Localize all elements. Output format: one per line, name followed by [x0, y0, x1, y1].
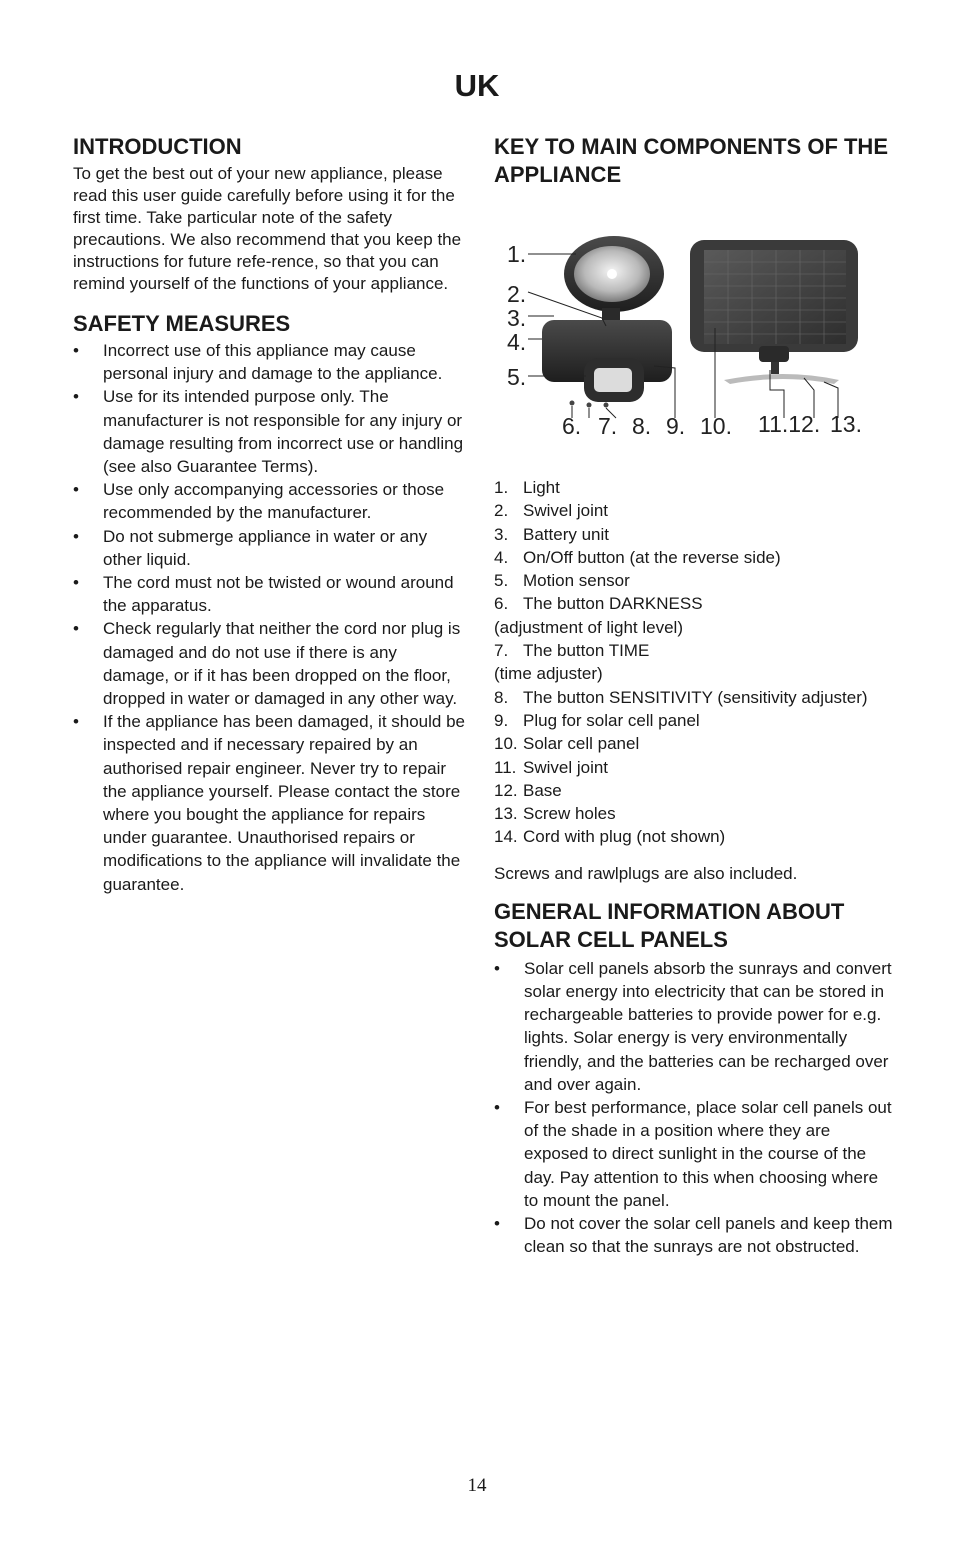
list-item: • The cord must not be twisted or wound around the apparatus.	[73, 571, 465, 617]
list-item: • Use for its intended purpose only. The manufacturer is not responsible for any injury or damage resulting from incorrect use or handling (see also Guarantee Terms).	[73, 385, 465, 478]
list-item: 11. Swivel joint	[494, 757, 609, 777]
list-item: • Do not cover the solar cell panels and keep them clean so that the sunrays are not obstructed.	[494, 1212, 894, 1258]
right-column	[494, 133, 894, 1258]
figure-label: 10.	[700, 413, 732, 439]
left-column	[73, 133, 465, 896]
components-note: Screws and rawlplugs are also included.	[494, 863, 798, 883]
introduction-text: To get the best out of your new appliance, please read this user guide carefully before using it for the first time. Take particular note of the safety precautions. We also recommend that you keep the instructions for future refe-rence, so that you can remind yourself of the functions of your appliance.	[73, 164, 462, 293]
figure-label: 8.	[632, 413, 652, 439]
list-item: 10. Solar cell panel	[494, 734, 640, 754]
list-item: • For best performance, place solar cell panels out of the shade in a position where they are exposed to direct sunlight in the course of the day. Pay attention to this when choosing where to mount the panel.	[494, 1096, 894, 1212]
introduction-heading: INTRODUCTION	[73, 134, 242, 159]
figure-label: 9.	[666, 413, 686, 439]
appliance-figure	[494, 230, 894, 470]
list-item: • Do not submerge appliance in water or any other liquid.	[73, 525, 465, 571]
figure-label: 7.	[598, 413, 618, 439]
list-item: 6. The button DARKNESS (adjustment of light level)	[494, 594, 703, 637]
list-item: • Check regularly that neither the cord nor plug is damaged and do not use if there is any damage, or if it has been dropped on the floor, dropped in water or damaged in any other way.	[73, 617, 465, 710]
list-item: 5. Motion sensor	[494, 571, 630, 591]
safety-list	[73, 339, 465, 896]
figure-label: 2.	[507, 281, 527, 307]
components-heading: KEY TO MAIN COMPONENTS OF THE APPLIANCE	[494, 134, 888, 187]
list-item: • Incorrect use of this appliance may cause personal injury and damage to the appliance.	[73, 339, 465, 385]
lamp-unit-illustration	[542, 236, 672, 408]
list-item: • Solar cell panels absorb the sunrays and convert solar energy into electricity that can be stored in rechargeable batteries to provide power for e.g. lights. Solar energy is very environmentally friendly, and the batteries can be recharged over and over again.	[494, 957, 894, 1096]
solar-heading: GENERAL INFORMATION ABOUT SOLAR CELL PANELS	[494, 898, 845, 952]
list-item: 3. Battery unit	[494, 524, 609, 544]
figure-label: 1.	[507, 241, 527, 267]
figure-label: 5.	[507, 364, 527, 390]
page-heading: UK	[454, 68, 500, 103]
list-item: 9. Plug for solar cell panel	[494, 710, 700, 730]
list-item: 2. Swivel joint	[494, 501, 609, 521]
list-item: 1. Light	[494, 478, 560, 497]
list-item: 4. On/Off button (at the reverse side)	[494, 547, 781, 567]
list-item: • If the appliance has been damaged, it should be inspected and if necessary repaired by an authorised repair engineer. Never try to repair the appliance yourself. Please contact the store where you bought the appliance for repairs under guarantee. Unauthorised repairs or modifications to the appliance will invalidate the guarantee.	[73, 710, 465, 896]
figure-label: 13.	[830, 411, 862, 437]
safety-heading: SAFETY MEASURES	[73, 311, 291, 336]
figure-label: 4.	[507, 329, 527, 355]
solar-list	[494, 957, 894, 1259]
figure-label: 11.12.	[758, 411, 821, 437]
page-number: 14	[467, 1475, 487, 1496]
figure-label: 3.	[507, 305, 527, 331]
list-item: 14. Cord with plug (not shown)	[494, 827, 726, 847]
list-item: 12. Base	[494, 780, 562, 800]
list-item: 13. Screw holes	[494, 804, 616, 824]
list-item: • Use only accompanying accessories or those recommended by the manufacturer.	[73, 478, 465, 524]
figure-label: 6.	[562, 413, 582, 439]
components-list	[494, 476, 894, 849]
list-item: 7. The button TIME (time adjuster)	[494, 641, 650, 684]
list-item: 8. The button SENSITIVITY (sensitivity adjuster)	[494, 687, 868, 707]
